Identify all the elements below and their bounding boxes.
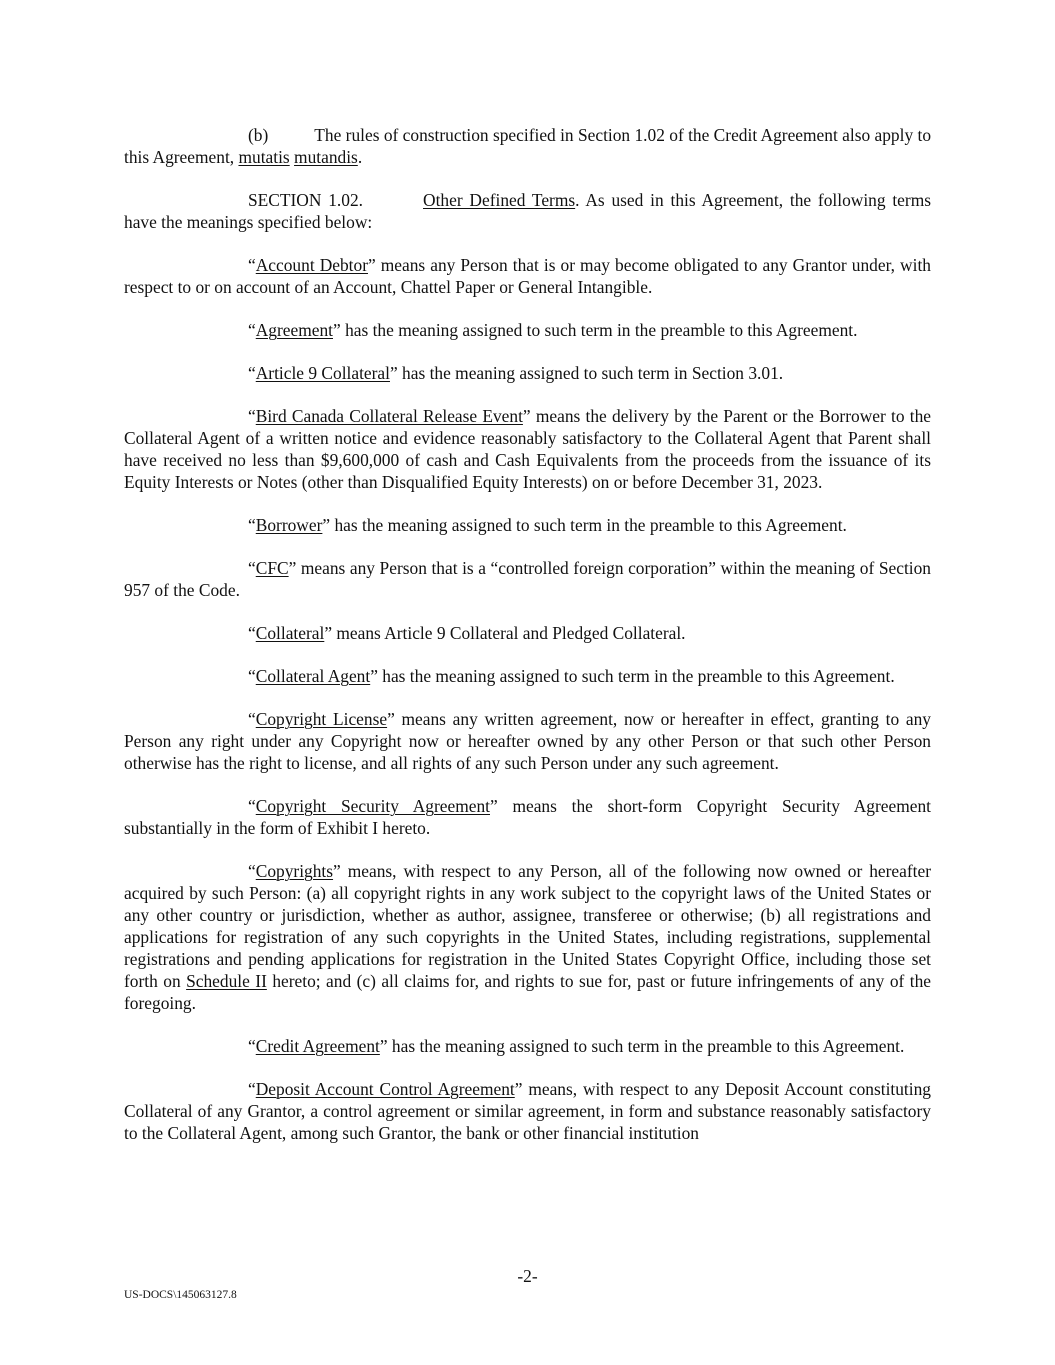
defined-term: Account Debtor	[255, 255, 368, 275]
document-id: US-DOCS\145063127.8	[124, 1289, 237, 1301]
defined-term: Article 9 Collateral	[255, 363, 390, 383]
definition-credit-agreement: “Credit Agreement” has the meaning assigned to such term in the preamble to this Agreement.	[248, 1036, 905, 1056]
definition-copyrights: “Copyrights” means, with respect to any Person, all of the following now owned or hereafter acquired by such Person: (a) all copyright rights in any work subject to the copyright laws of the United States or any other country or jurisdiction, whether as author, assignee, transferee or otherwise; (b) all registrations and applications for registration of any such copyrights in the United States, including registrations, supplemental registrations and pending applications for registration in the United States Copyright Office, including those set forth on Schedule II hereto; and (c) all claims for, and rights to sue for, past or future infringements of any of the foregoing.	[124, 861, 931, 1013]
defined-term: Collateral Agent	[255, 666, 371, 686]
definition-deposit-account-control-agreement: “Deposit Account Control Agreement” means, with respect to any Deposit Account constituting Collateral of any Grantor, a control agreement or similar agreement, in form and substance reasonably satisfactory to the Collateral Agent, among such Grantor, the bank or other financial institution	[124, 1079, 931, 1143]
defined-term: CFC	[255, 558, 289, 578]
defined-term: Deposit Account Control Agreement	[255, 1079, 515, 1099]
schedule-reference: Schedule II	[186, 971, 267, 991]
definition-article-9-collateral: “Article 9 Collateral” has the meaning assigned to such term in Section 3.01.	[248, 363, 784, 383]
page-number: -2-	[517, 1266, 538, 1286]
defined-term: Borrower	[255, 515, 323, 535]
defined-term: Collateral	[255, 623, 325, 643]
definition-cfc: “CFC” means any Person that is a “controlled foreign corporation” within the meaning of Section 957 of the Code.	[124, 558, 931, 600]
definition-copyright-security-agreement: “Copyright Security Agreement” means the short-form Copyright Security Agreement substantially in the form of Exhibit I hereto.	[124, 796, 931, 838]
definition-bird-canada-release-event: “Bird Canada Collateral Release Event” means the delivery by the Parent or the Borrower to the Collateral Agent of a written notice and evidence reasonably satisfactory to the Collateral Agent that Parent shall have received no less than $9,600,000 of cash and Cash Equivalents from the proceeds from the issuance of its Equity Interests or Notes (other than Disqualified Equity Interests) on or before December 31, 2023.	[124, 406, 931, 492]
section-heading: Other Defined Terms	[423, 190, 576, 210]
latin-term-mutandis: mutandis	[294, 147, 358, 167]
subsection-label: (b)	[248, 125, 269, 145]
section-1-02-paragraph: SECTION 1.02. Other Defined Terms. As used in this Agreement, the following terms have the meanings specified below:	[124, 190, 931, 232]
defined-term: Copyright License	[255, 709, 388, 729]
document-body	[124, 124, 931, 1165]
defined-term: Bird Canada Collateral Release Event	[255, 406, 523, 426]
definition-collateral-agent: “Collateral Agent” has the meaning assigned to such term in the preamble to this Agreement.	[248, 666, 895, 686]
section-number: SECTION 1.02.	[248, 190, 364, 210]
defined-term: Agreement	[255, 320, 333, 340]
paragraph-construction-rules: (b) The rules of construction specified in Section 1.02 of the Credit Agreement also apply to this Agreement, mutatis mutandis.	[124, 125, 932, 167]
defined-term: Copyrights	[255, 861, 334, 881]
definition-borrower: “Borrower” has the meaning assigned to such term in the preamble to this Agreement.	[248, 515, 847, 535]
latin-term-mutatis: mutatis	[238, 147, 290, 167]
definition-agreement: “Agreement” has the meaning assigned to such term in the preamble to this Agreement.	[248, 320, 858, 340]
definition-account-debtor: “Account Debtor” means any Person that is or may become obligated to any Grantor under, with respect to or on account of an Account, Chattel Paper or General Intangible.	[124, 255, 931, 297]
definition-collateral: “Collateral” means Article 9 Collateral and Pledged Collateral.	[248, 623, 686, 643]
definition-copyright-license: “Copyright License” means any written agreement, now or hereafter in effect, granting to any Person any right under any Copyright now or hereafter owned by any other Person or that such other Person otherwise has the right to license, and all rights of any such Person under any such agreement.	[124, 709, 932, 773]
defined-term: Credit Agreement	[255, 1036, 380, 1056]
defined-term: Copyright Security Agreement	[255, 796, 490, 816]
